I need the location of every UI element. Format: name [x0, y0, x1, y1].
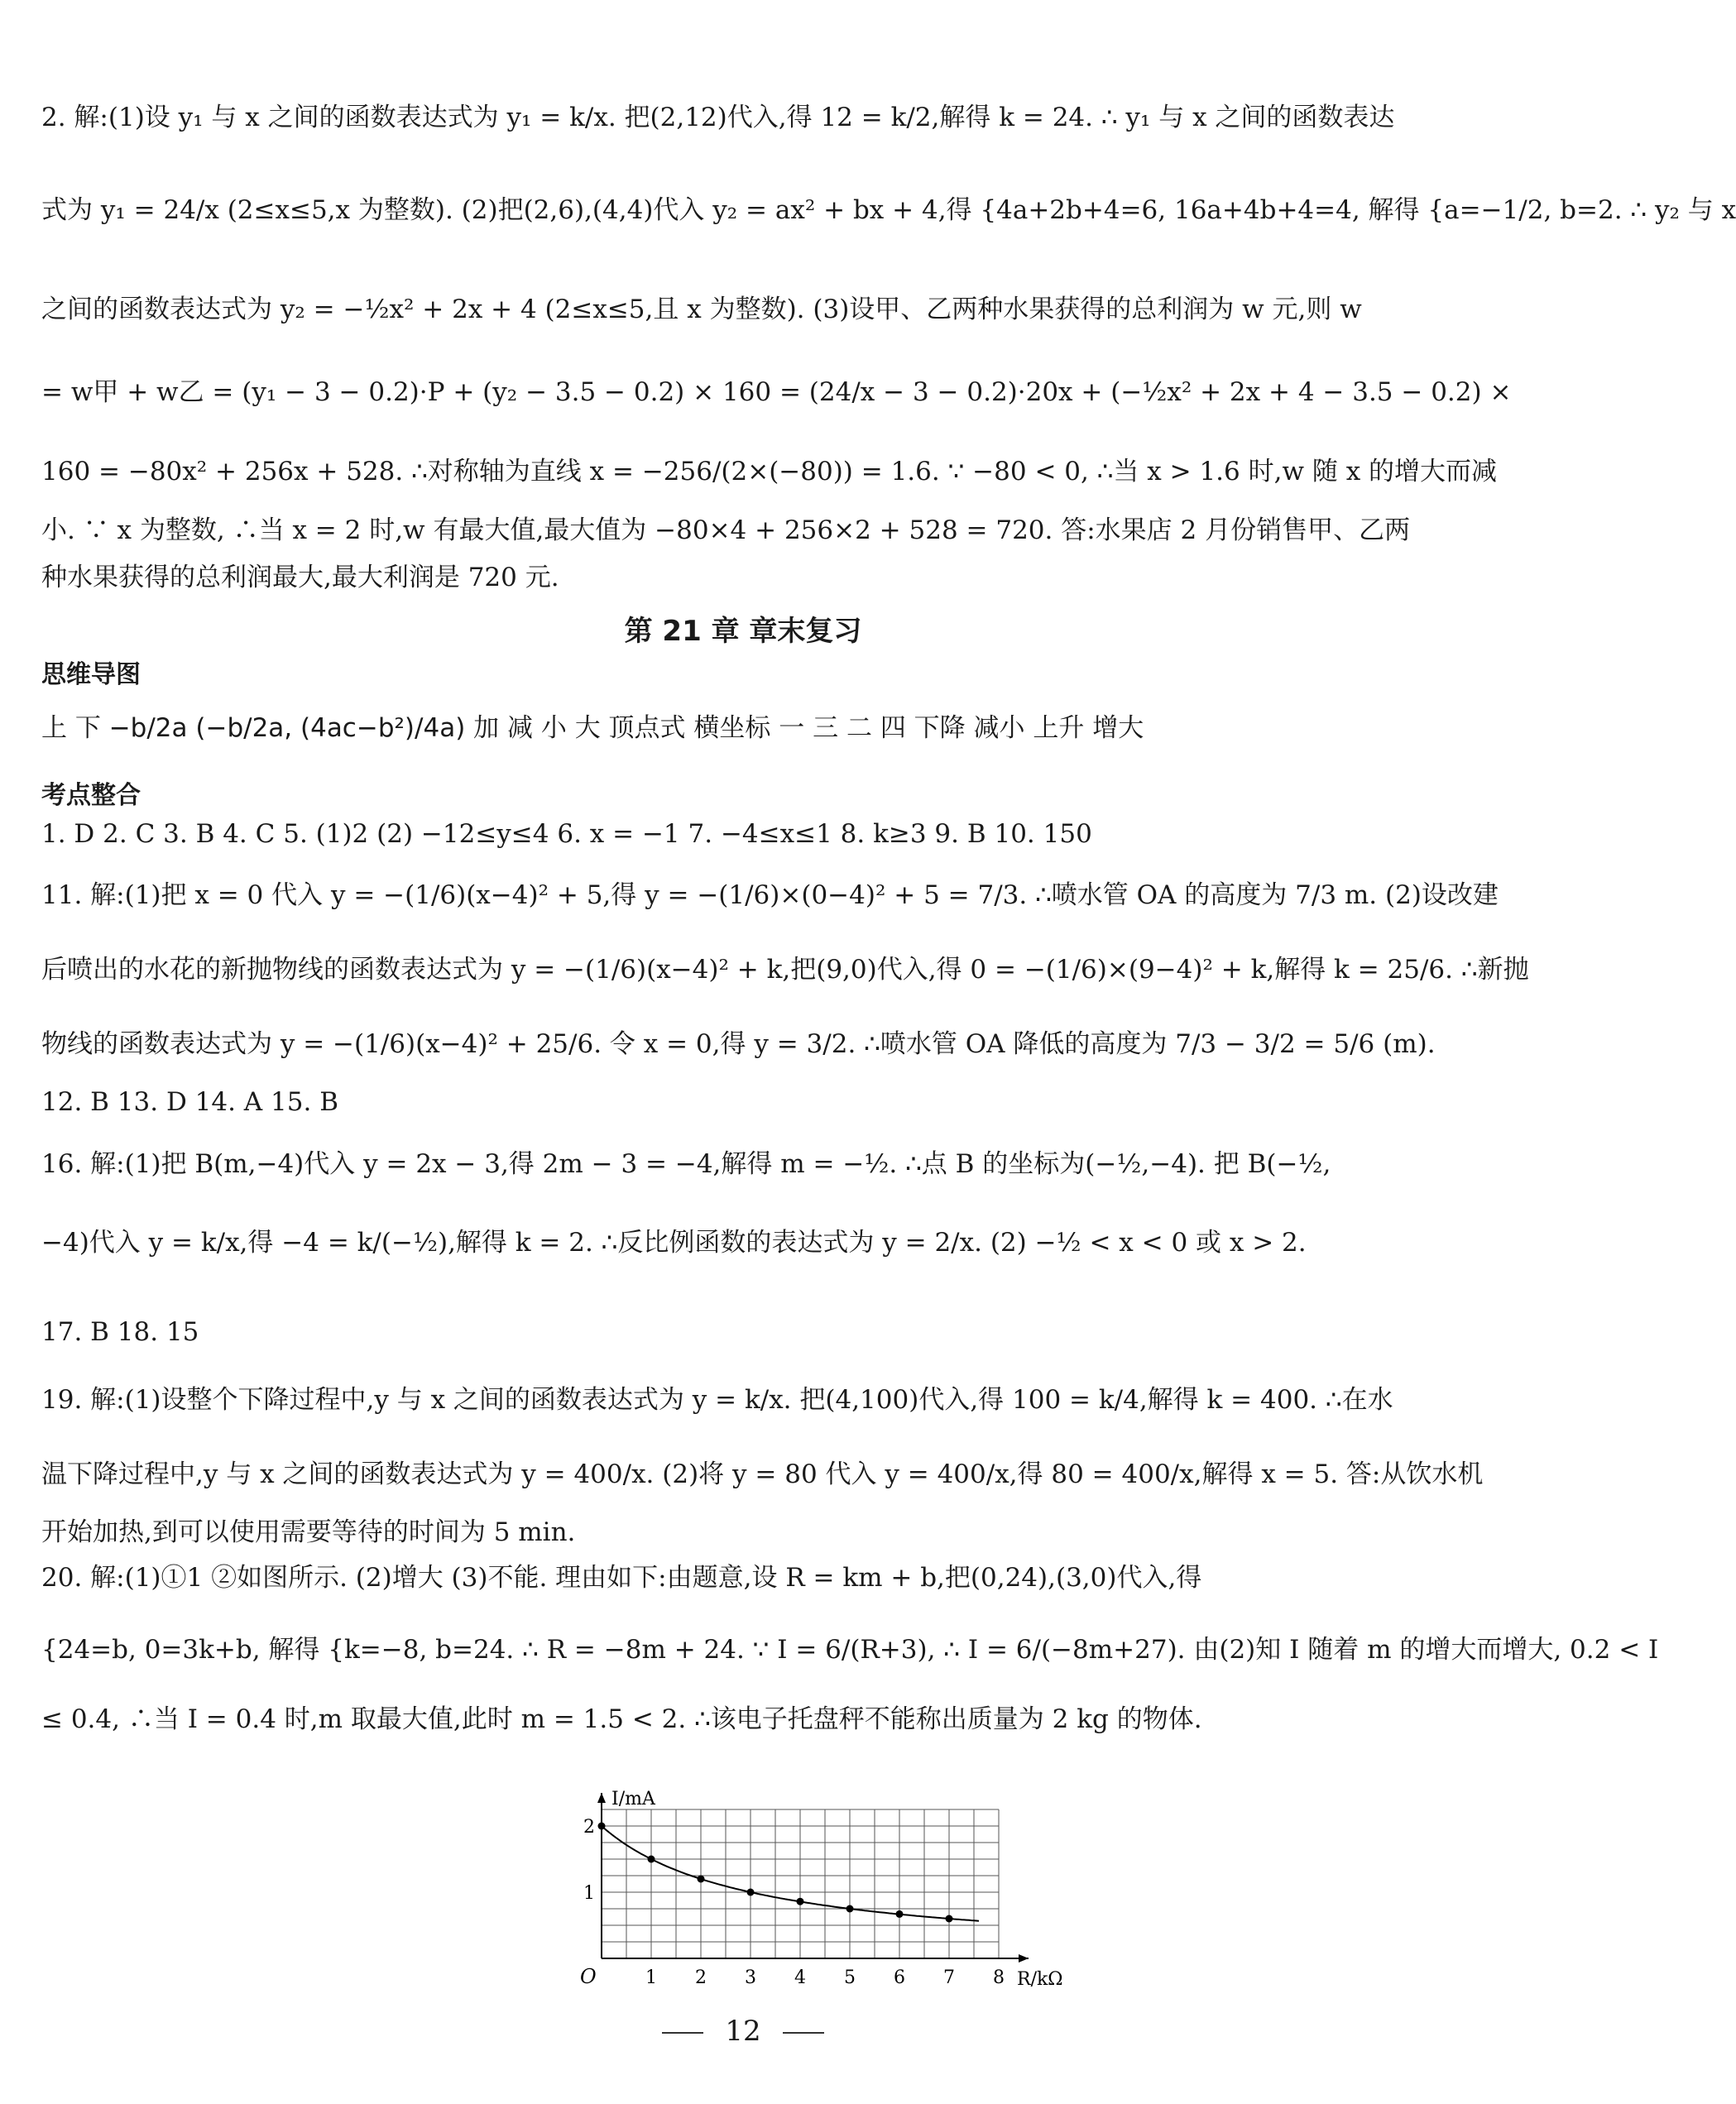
q20-line-1: 20. 解:(1)①1 ②如图所示. (2)增大 (3)不能. 理由如下:由题意,设 R = km + b,把(0,24),(3,0)代入,得 — [41, 1563, 1202, 1593]
y-axis-label: I/mA — [611, 1789, 655, 1809]
q16-line-1: 16. 解:(1)把 B(m,−4)代入 y = 2x − 3,得 2m − 3 = −4,解得 m = −½. ∴点 B 的坐标为(−½,−4). 把 B(−½, — [41, 1149, 1331, 1179]
data-point — [846, 1905, 854, 1913]
q19-line-1: 19. 解:(1)设整个下降过程中,y 与 x 之间的函数表达式为 y = k/x. 把(4,100)代入,得 100 = k/4,解得 k = 400. ∴在水 — [41, 1385, 1393, 1415]
x-tick-label: 7 — [943, 1967, 955, 1988]
data-point — [598, 1823, 606, 1830]
x-axis-arrow — [1019, 1954, 1029, 1963]
q2-line-1: 2. 解:(1)设 y₁ 与 x 之间的函数表达式为 y₁ = k/x. 把(2,12)代入,得 12 = k/2,解得 k = 24. ∴ y₁ 与 x 之间的函数表达 — [41, 103, 1395, 132]
q11-line-1: 11. 解:(1)把 x = 0 代入 y = −(1/6)(x−4)² + 5,得 y = −(1/6)×(0−4)² + 5 = 7/3. ∴喷水管 OA 的高度为 7/3 m. (2)设改建 — [41, 880, 1499, 910]
chapter-title: 第 21 章 章末复习 — [624, 615, 862, 648]
q2-line-5: 160 = −80x² + 256x + 528. ∴对称轴为直线 x = −256/(2×(−80)) = 1.6. ∵ −80 < 0, ∴当 x > 1.6 时,w 随 x 的增大而减 — [41, 457, 1498, 486]
origin-label: O — [580, 1965, 597, 1988]
data-point — [797, 1898, 804, 1905]
y-axis-arrow — [597, 1793, 606, 1803]
chart-labels — [580, 1789, 1063, 1990]
footer-dash-right — [783, 2032, 824, 2034]
page-number: 12 — [725, 2015, 761, 2048]
x-tick-label: 1 — [645, 1967, 657, 1988]
answers-1-10: 1. D 2. C 3. B 4. C 5. (1)2 (2) −12≤y≤4 6. x = −1 7. −4≤x≤1 8. k≥3 9. B 10. 150 — [41, 819, 1092, 849]
q11-line-3: 物线的函数表达式为 y = −(1/6)(x−4)² + 25/6. 令 x = 0,得 y = 3/2. ∴喷水管 OA 降低的高度为 7/3 − 3/2 = 5/6 (m). — [41, 1029, 1436, 1059]
answers-17-18: 17. B 18. 15 — [41, 1317, 199, 1347]
q2-line-2: 式为 y₁ = 24/x (2≤x≤5,x 为整数). (2)把(2,6),(4,4)代入 y₂ = ax² + bx + 4,得 {4a+2b+4=6, 16a+4b+4=4, 解得 {a=−1/2, b=2. ∴ y₂ 与 x — [41, 195, 1736, 225]
x-axis-label: R/kΩ — [1017, 1969, 1063, 1990]
data-point — [946, 1915, 953, 1923]
data-point — [698, 1876, 705, 1883]
chart-curve — [602, 1826, 979, 1921]
x-tick-label: 8 — [993, 1967, 1005, 1988]
page-footer — [0, 2015, 1486, 2048]
q20-line-3: ≤ 0.4, ∴当 I = 0.4 时,m 取最大值,此时 m = 1.5 < 2. ∴该电子托盘秤不能称出质量为 2 kg 的物体. — [41, 1704, 1202, 1734]
q2-line-7: 种水果获得的总利润最大,最大利润是 720 元. — [41, 563, 559, 592]
kaodian-heading: 考点整合 — [41, 781, 141, 810]
q11-line-2: 后喷出的水花的新抛物线的函数表达式为 y = −(1/6)(x−4)² + k,把(9,0)代入,得 0 = −(1/6)×(9−4)² + k,解得 k = 25/6. ∴新抛 — [41, 955, 1529, 985]
data-point — [648, 1856, 655, 1863]
y-tick-label: 1 — [583, 1883, 595, 1904]
q2-line-3: 之间的函数表达式为 y₂ = −½x² + 2x + 4 (2≤x≤5,且 x 为整数). (3)设甲、乙两种水果获得的总利润为 w 元,则 w — [41, 295, 1362, 324]
y-tick-label: 2 — [583, 1817, 595, 1838]
x-tick-label: 6 — [894, 1967, 905, 1988]
q2-line-6: 小. ∵ x 为整数, ∴当 x = 2 时,w 有最大值,最大值为 −80×4 + 256×2 + 528 = 720. 答:水果店 2 月份销售甲、乙两 — [41, 515, 1411, 545]
answers-12-15: 12. B 13. D 14. A 15. B — [41, 1087, 338, 1117]
chart-axes — [597, 1793, 1029, 1963]
data-point — [747, 1889, 755, 1896]
q16-line-2: −4)代入 y = k/x,得 −4 = k/(−½),解得 k = 2. ∴反比例函数的表达式为 y = 2/x. (2) −½ < x < 0 或 x > 2. — [41, 1228, 1307, 1258]
resistance-current-chart — [559, 1742, 1063, 1998]
q2-line-4: = w甲 + w乙 = (y₁ − 3 − 0.2)·P + (y₂ − 3.5 − 0.2) × 160 = (24/x − 3 − 0.2)·20x + (−½x² + 2x + 4 − 3.5 − 0.2) × — [41, 377, 1512, 407]
data-curve — [602, 1826, 979, 1921]
q19-line-2: 温下降过程中,y 与 x 之间的函数表达式为 y = 400/x. (2)将 y = 80 代入 y = 400/x,得 80 = 400/x,解得 x = 5. 答:从饮水机 — [41, 1459, 1484, 1489]
data-point — [896, 1910, 904, 1918]
chart-grid — [602, 1809, 999, 1958]
x-tick-label: 3 — [745, 1967, 756, 1988]
x-tick-label: 5 — [844, 1967, 856, 1988]
q19-line-3: 开始加热,到可以使用需要等待的时间为 5 min. — [41, 1517, 576, 1547]
footer-dash-left — [662, 2032, 703, 2034]
mindmap-answers: 上 下 −b/2a (−b/2a, (4ac−b²)/4a) 加 减 小 大 顶点式 横坐标 一 三 二 四 下降 减小 上升 增大 — [41, 713, 1144, 743]
mindmap-heading: 思维导图 — [41, 660, 141, 689]
x-tick-label: 4 — [794, 1967, 806, 1988]
q20-line-2: {24=b, 0=3k+b, 解得 {k=−8, b=24. ∴ R = −8m + 24. ∵ I = 6/(R+3), ∴ I = 6/(−8m+27). 由(2)知 I 随着 m 的增大而增大, 0.2 < I — [41, 1635, 1659, 1665]
x-tick-label: 2 — [695, 1967, 707, 1988]
